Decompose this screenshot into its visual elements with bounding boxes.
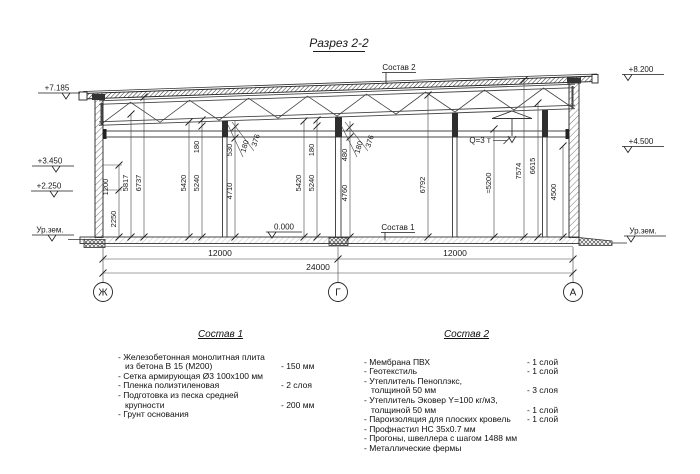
dim-label: 5240 (307, 174, 316, 192)
dim-label: 6792 (418, 176, 427, 194)
crane-load-label: Q=3 т (469, 136, 491, 145)
left-wall-cap (92, 94, 105, 100)
item-text: из бетона В 15 (М200) (125, 361, 213, 372)
roof-left-cap (79, 92, 87, 100)
dim-label: 530 (225, 143, 234, 157)
item-text: - Мембрана ПВХ (364, 356, 431, 367)
right-ramp (579, 238, 612, 246)
item-value: - 200 мм (281, 399, 315, 410)
dim-label: 5420 (294, 174, 303, 192)
dim-label: 2250 (109, 210, 118, 228)
dim-label: 180 (192, 140, 201, 154)
drawing-title: Разрез 2-2 (309, 36, 369, 50)
item-text: - Сетка армирующая Ø3 100х100 мм (118, 370, 264, 381)
dim-label: 4760 (340, 184, 349, 202)
item-text: - Утеплитель Эковер Y=100 кг/м3, (364, 394, 498, 405)
span-dim-label: 12000 (208, 248, 232, 258)
dim-label: 180 (307, 143, 316, 157)
item-text: толщиной 50 мм (371, 385, 437, 396)
elevation-label: Ур.зем. (629, 226, 657, 236)
item-value (281, 410, 323, 420)
item-value (527, 444, 569, 454)
dim-label: 180 (238, 138, 251, 154)
item-text: - Геотекстиль (364, 366, 418, 377)
sostav2-callout: Состав 2 (382, 63, 416, 72)
item-text: - Пароизоляция для плоских кровель (364, 414, 511, 425)
item-value (527, 425, 569, 435)
item-value: - 1 слой (527, 366, 559, 377)
item-value: - 1 слой (527, 414, 559, 425)
item-value (527, 434, 569, 444)
right-wall (569, 83, 579, 238)
item-text: - Подготовка из песка средней (118, 389, 239, 400)
item-value: - 1 слой (527, 356, 559, 367)
interior-columns (222, 110, 548, 237)
dim-label: 4710 (225, 182, 234, 200)
dim-label: 376 (363, 133, 376, 149)
item-text: крупности (125, 399, 165, 410)
vertical-dim-labels (101, 133, 558, 227)
column-capital (335, 117, 342, 137)
dim-label: 5817 (121, 174, 130, 192)
elevation-label: +2.250 (36, 181, 62, 191)
axis-label: А (569, 287, 577, 299)
dim-label: 5420 (179, 174, 188, 192)
floor-level-label: 0.000 (273, 222, 295, 232)
item-text: толщиной 50 мм (371, 404, 437, 415)
item-text: - Прогоны, швеллера с шагом 1488 мм (364, 433, 518, 444)
roof-right-cap (592, 75, 598, 84)
column-hanger (542, 110, 548, 137)
axis-label: Г (335, 287, 341, 299)
elevation-label: +4.500 (628, 137, 654, 146)
item-value: - 3 слоя (527, 385, 558, 396)
horizontal-dims (100, 247, 577, 283)
dim-label: 376 (249, 132, 262, 148)
sostav1-title: Состав 1 (197, 329, 244, 340)
column-hanger (452, 113, 458, 137)
dim-label: 4500 (549, 183, 558, 201)
floor-slab (68, 237, 627, 248)
composition-callouts (381, 73, 416, 241)
item-text: - Утеплитель Пеноплэкс, (364, 375, 463, 386)
list-item (118, 410, 323, 420)
total-dim-label: 24000 (306, 262, 330, 272)
sostav1-callout: Состав 1 (381, 223, 415, 232)
elevation-label: +8.200 (628, 65, 654, 74)
dim-label: 6615 (528, 157, 537, 175)
dim-label: 1200 (101, 178, 110, 196)
left-wall (95, 99, 103, 238)
right-wall-cap (567, 78, 581, 84)
vertical-dim-lines (103, 77, 567, 241)
elevation-label: Ур.зем. (36, 225, 64, 235)
column-footing (329, 238, 348, 246)
item-value: - 1 слой (527, 404, 559, 415)
item-value: - 2 слоя (281, 380, 312, 391)
item-text: - Грунт основания (118, 409, 189, 420)
sostav1-list (118, 330, 323, 420)
dim-label: 480 (340, 148, 349, 162)
item-text: - Железобетонная монолитная плита (118, 351, 265, 362)
item-text: - Профнастил НС 35х0.7 мм (364, 423, 476, 434)
dim-label: 7574 (514, 162, 523, 180)
dim-label: 6737 (134, 174, 143, 192)
left-foundation (84, 240, 105, 248)
item-text: - Пленка полиэтиленовая (118, 380, 220, 391)
dim-label: 180 (352, 139, 365, 155)
sostav2-list (364, 330, 569, 454)
dim-label: ≈5200 (484, 172, 493, 194)
dim-label: 5240 (192, 174, 201, 192)
elevation-label: +7.185 (44, 83, 70, 93)
crane-monorail (492, 111, 532, 144)
span-dim-label: 12000 (443, 248, 467, 258)
item-text: - Металлические фермы (364, 442, 462, 453)
item-value: - 150 мм (281, 361, 315, 372)
elevation-label: +3.450 (37, 156, 63, 166)
sostav2-title: Состав 2 (443, 329, 490, 340)
list-item (364, 444, 569, 454)
column-capital (222, 121, 228, 138)
axis-label: Ж (98, 287, 108, 299)
